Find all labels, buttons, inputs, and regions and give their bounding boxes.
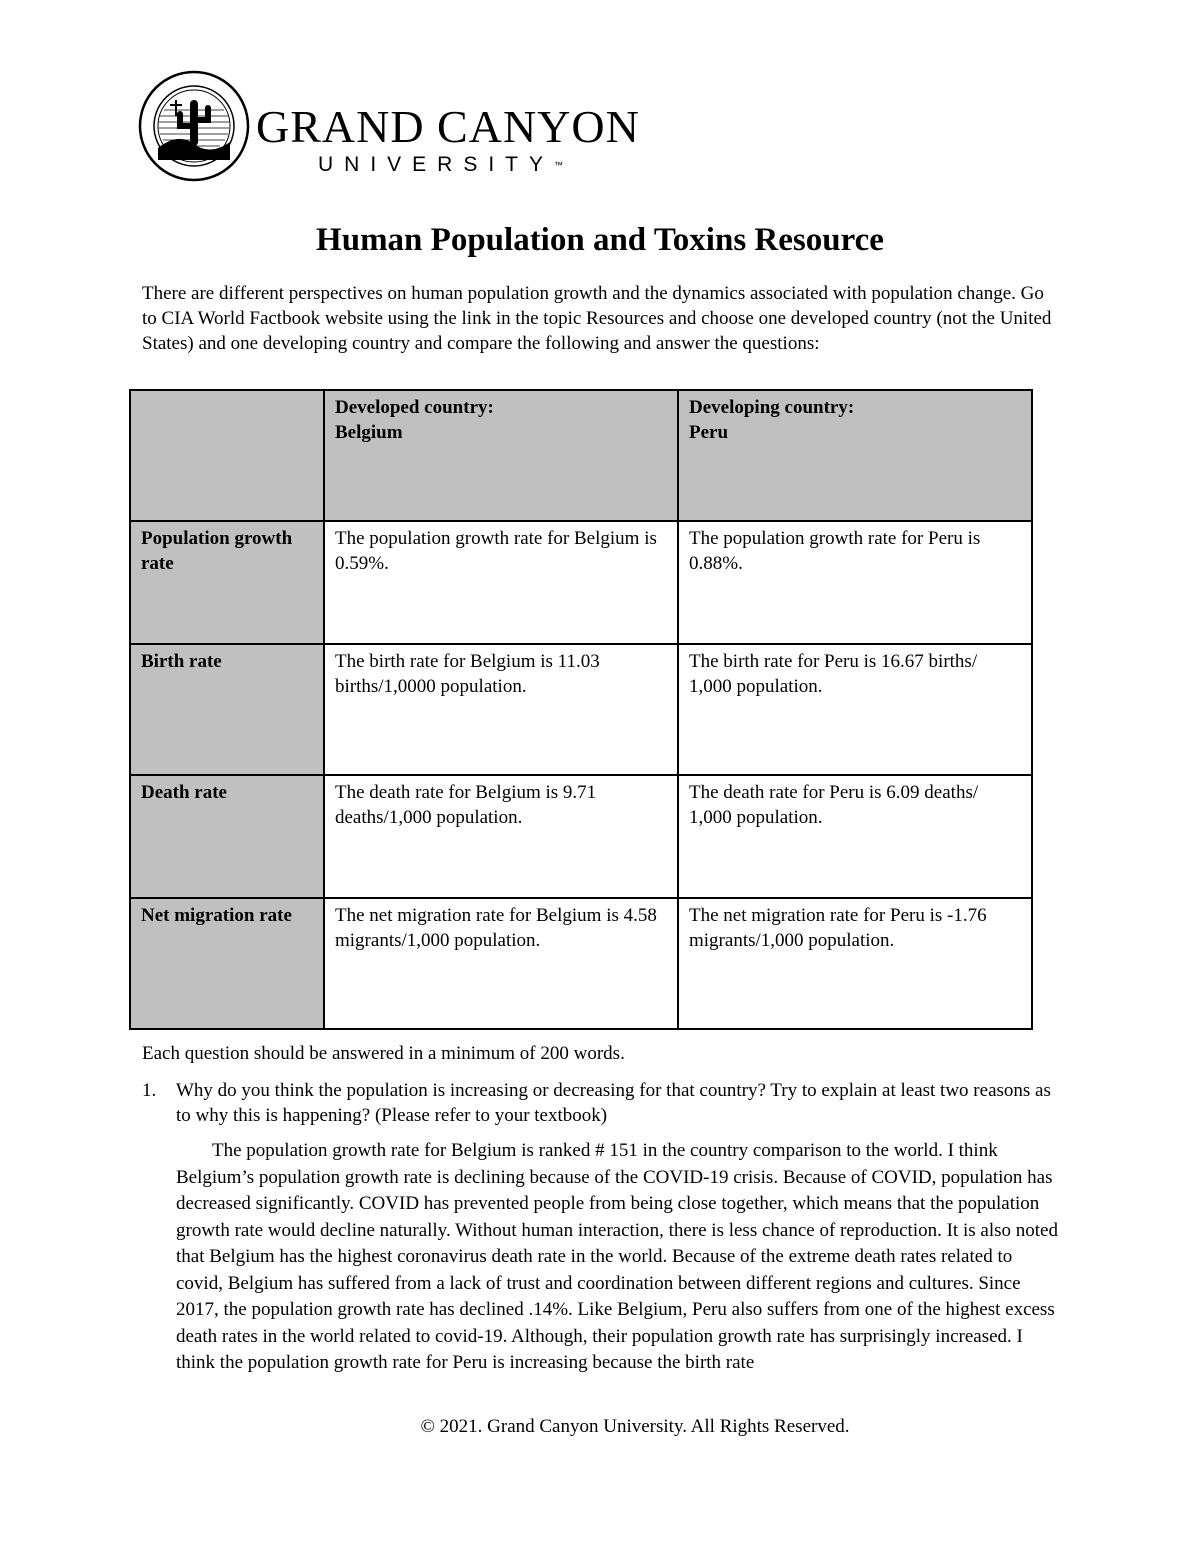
row-label-net-migration: Net migration rate (130, 898, 324, 1029)
logo-subtitle: UNIVERSITY™ (318, 153, 564, 176)
instructions-note: Each question should be answered in a minimum of 200 words. (142, 1043, 625, 1064)
developed-country-name: Belgium (335, 422, 403, 443)
developing-header-cell (678, 390, 1032, 521)
logo-wordmark: GRAND CANYON (256, 101, 640, 152)
peru-population-growth: The population growth rate for Peru is 0.88%. (678, 521, 1032, 644)
table-row (130, 521, 1032, 644)
belgium-death-rate: The death rate for Belgium is 9.71 deaths/1,000 population. (324, 775, 678, 898)
belgium-birth-rate: The birth rate for Belgium is 11.03 births/1,0000 population. (324, 644, 678, 775)
trademark-symbol: ™ (554, 160, 564, 170)
comparison-table (129, 389, 1033, 1030)
table-row (130, 775, 1032, 898)
page-title: Human Population and Toxins Resource (316, 222, 884, 258)
table-row (130, 644, 1032, 775)
row-label-population-growth: Population growth rate (130, 521, 324, 644)
university-logo (138, 70, 640, 182)
copyright-footer: © 2021. Grand Canyon University. All Rights Reserved. (420, 1416, 850, 1437)
row-label-death-rate: Death rate (130, 775, 324, 898)
university-seal-icon (138, 70, 250, 182)
question-text: Why do you think the population is increasing or decreasing for that country? Try to explain at least two reasons as to why this is happening? (Please refer to your textbook) (176, 1080, 1051, 1126)
table-row (130, 898, 1032, 1029)
developed-header-cell (324, 390, 678, 521)
developed-label: Developed country: (335, 397, 494, 418)
peru-net-migration: The net migration rate for Peru is -1.76 migrants/1,000 population. (678, 898, 1032, 1029)
row-label-birth-rate: Birth rate (130, 644, 324, 775)
question-number: 1. (142, 1080, 157, 1101)
intro-paragraph: There are different perspectives on human population growth and the dynamics associated with population change. Go to CIA World Factbook website using the link in the topic Resources and choose one developed country (not the United States) and one developing country and compare the following and answer the questions: (142, 283, 1052, 354)
table-header-row (130, 390, 1032, 521)
belgium-population-growth: The population growth rate for Belgium is 0.59%. (324, 521, 678, 644)
developing-country-name: Peru (689, 422, 729, 443)
answer-paragraph: The population growth rate for Belgium is ranked # 151 in the country comparison to the world. I think Belgium’s population growth rate is declining because of the COVID-19 crisis. Because of COVID, population has decreased significantly. COVID has prevented people from being close together, which means that the population growth rate would decline naturally. Without human interaction, there is less chance of reproduction. It is also noted that Belgium has the highest coronavirus death rate in the world. Because of the extreme death rates related to covid, Belgium has suffered from a lack of trust and coordination between different regions and cultures. Since 2017, the population growth rate has declined .14%. Like Belgium, Peru also suffers from one of the highest excess death rates in the world related to covid-19. Although, their population growth rate has surprisingly increased. I think the population growth rate for Peru is increasing because the birth rate (176, 1140, 1058, 1373)
belgium-net-migration: The net migration rate for Belgium is 4.58 migrants/1,000 population. (324, 898, 678, 1029)
peru-birth-rate: The birth rate for Peru is 16.67 births/ 1,000 population. (678, 644, 1032, 775)
developing-label: Developing country: (689, 397, 855, 418)
table-corner-cell (130, 390, 324, 521)
peru-death-rate: The death rate for Peru is 6.09 deaths/ 1,000 population. (678, 775, 1032, 898)
